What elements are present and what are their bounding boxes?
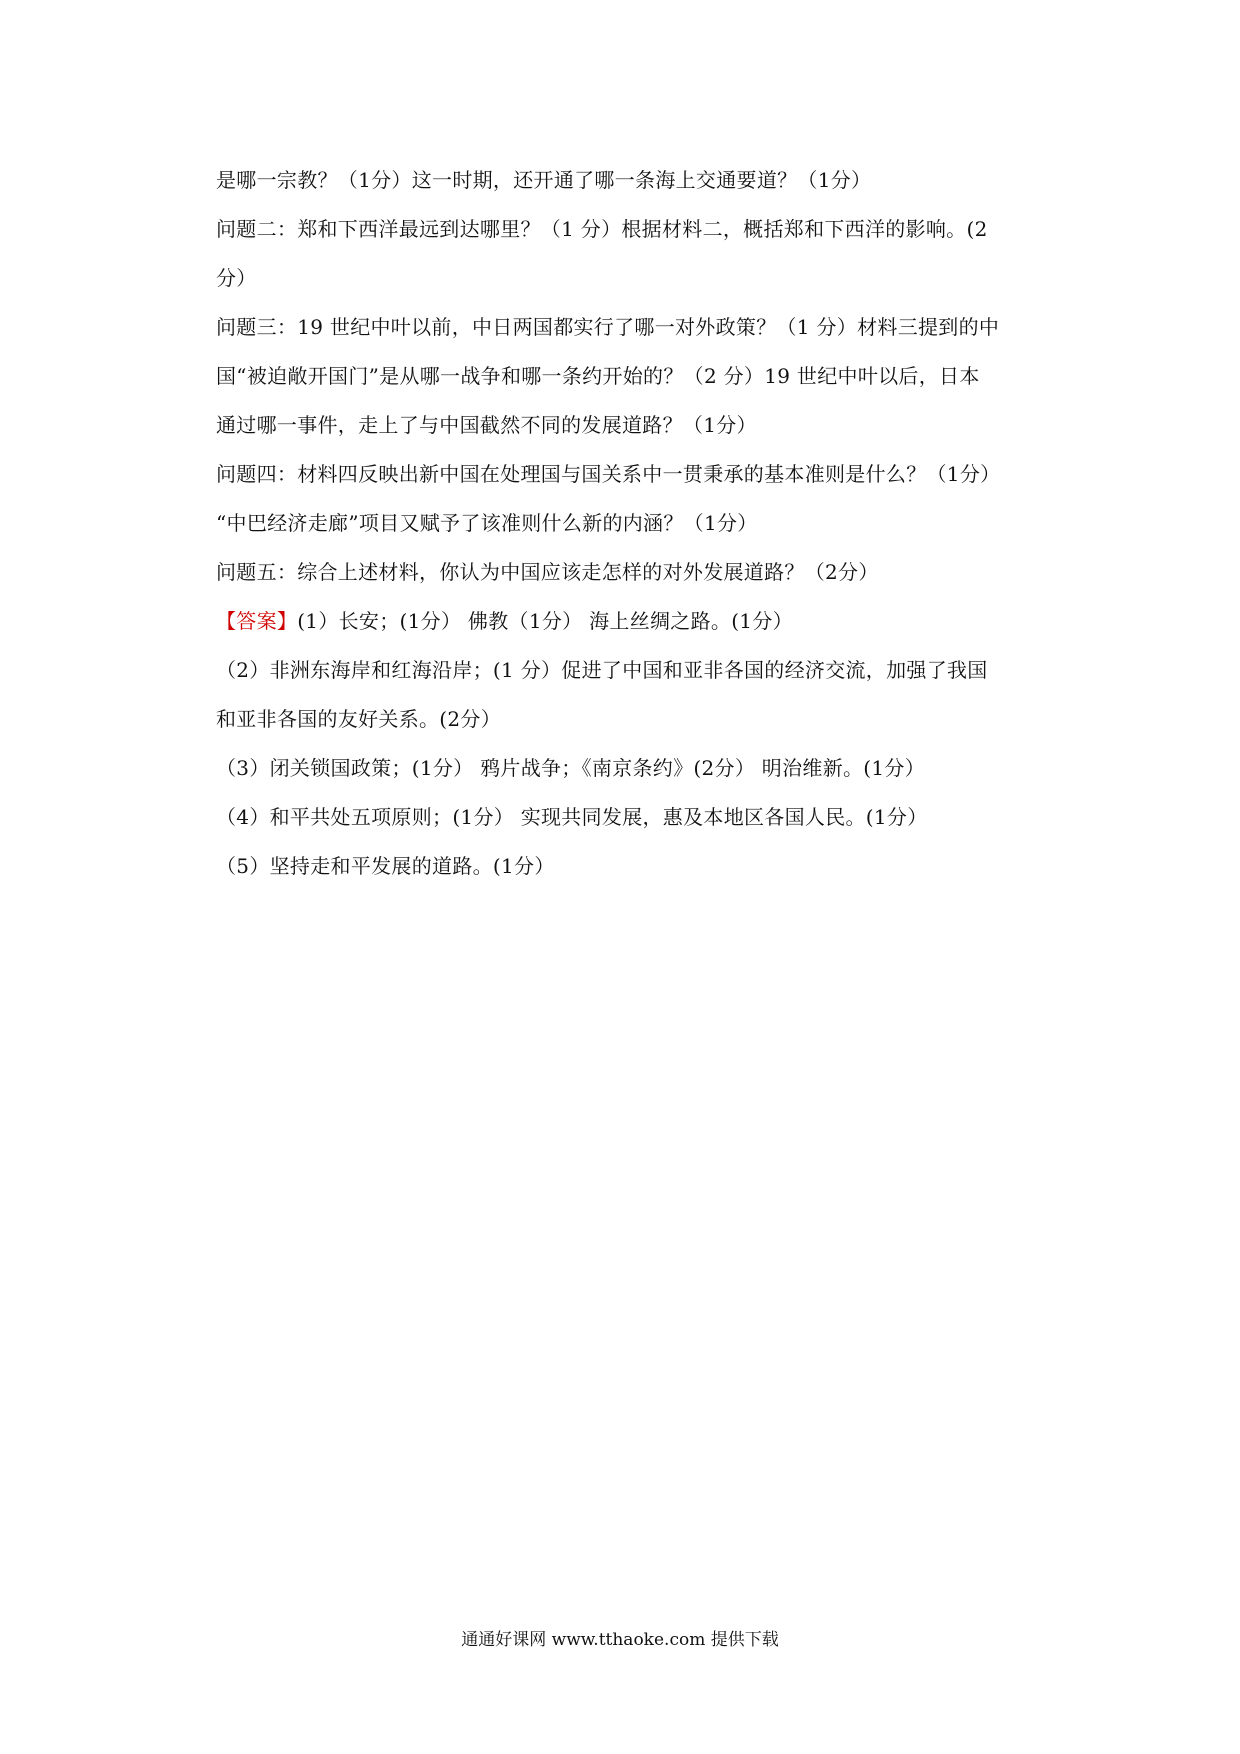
document-body [216, 156, 1056, 891]
answer-line [216, 597, 1056, 646]
answer-line: （3）闭关锁国政策；(1分） 鸦片战争；《南京条约》(2分） 明治维新。(1分） [216, 756, 926, 780]
answer-line: 和亚非各国的友好关系。(2分） [216, 707, 502, 731]
answer-text: (1）长安；(1分） 佛教（1分） 海上丝绸之路。(1分） [297, 609, 793, 633]
question-line: 是哪一宗教？（1分）这一时期，还开通了哪一条海上交通要道？（1分） [216, 168, 872, 192]
question-line: 问题二：郑和下西洋最远到达哪里？（1 分）根据材料二，概括郑和下西洋的影响。(2 [216, 217, 988, 241]
question-line: 问题三：19 世纪中叶以前，中日两国都实行了哪一对外政策？（1 分）材料三提到的中 [216, 315, 1000, 339]
answer-line: （5）坚持走和平发展的道路。(1分） [216, 854, 555, 878]
answer-tag: 【答案】 [216, 609, 298, 633]
question-line: 国“被迫敞开国门”是从哪一战争和哪一条约开始的？（2 分）19 世纪中叶以后，日本 [216, 364, 980, 388]
page-footer: 通通好课网 www.tthaoke.com 提供下载 [461, 1630, 779, 1650]
question-line: “中巴经济走廊”项目又赋予了该准则什么新的内涵？（1分） [216, 511, 758, 535]
question-line: 问题四：材料四反映出新中国在处理国与国关系中一贯秉承的基本准则是什么？（1分） [216, 462, 1001, 486]
question-line: 问题五：综合上述材料，你认为中国应该走怎样的对外发展道路？（2分） [216, 560, 879, 584]
question-line: 通过哪一事件，走上了与中国截然不同的发展道路？（1分） [216, 413, 757, 437]
question-line: 分） [216, 266, 257, 290]
answer-line: （4）和平共处五项原则；(1分） 实现共同发展，惠及本地区各国人民。(1分） [216, 805, 928, 829]
answer-line: （2）非洲东海岸和红海沿岸；(1 分）促进了中国和亚非各国的经济交流，加强了我国 [216, 658, 988, 682]
